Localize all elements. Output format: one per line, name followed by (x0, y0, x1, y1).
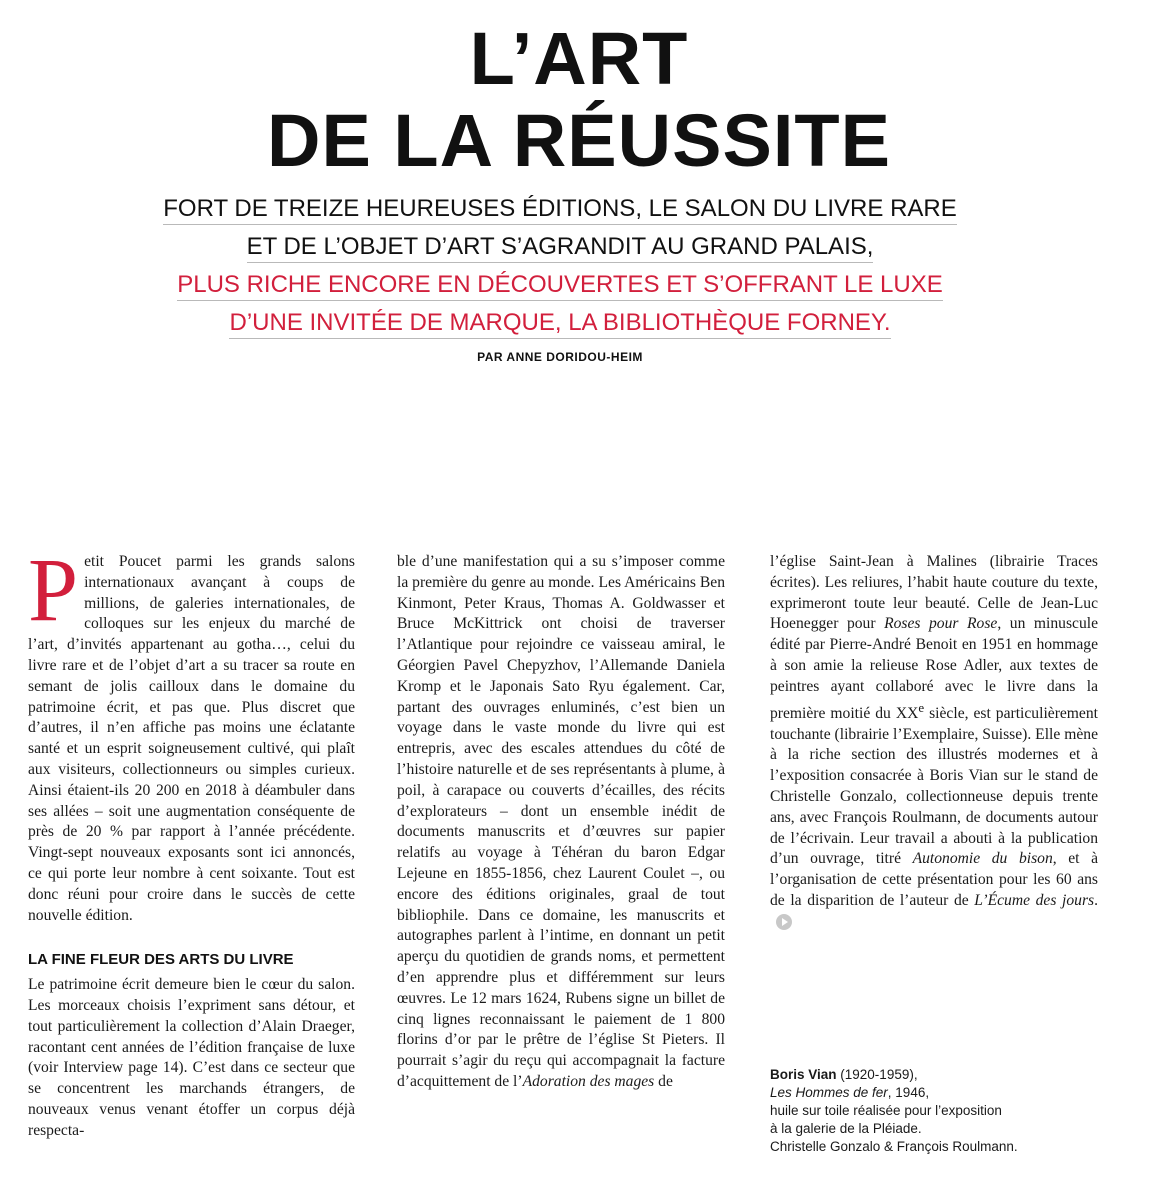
paragraph-3-italic: Adoration des mages (522, 1072, 655, 1090)
dropcap: P (28, 541, 79, 640)
paragraph-4-text-b: , un minuscule édité par Pierre-André Benoit en 1951 en hommage à son amie la relieuse Rose Adler, aux textes de peintres ayant collaboré avec le livre dans la première moitié du XX (770, 615, 1098, 722)
byline: PAR ANNE DORIDOU-HEIM (477, 350, 643, 364)
paragraph-4-italic-3: L’Écume des jours (974, 891, 1095, 909)
caption-name: Boris Vian (770, 1067, 837, 1082)
paragraph-3 (397, 552, 725, 1093)
article-column-3 (770, 552, 1098, 933)
subheading: LA FINE FLEUR DES ARTS DU LIVRE (28, 951, 294, 969)
deck-line-2: ET DE L’OBJET D’ART S’AGRANDIT AU GRAND PALAIS, (247, 233, 874, 263)
article-column-2 (397, 552, 725, 1093)
article-column-1 (28, 541, 355, 1142)
caption-line-3: huile sur toile réalisée pour l’exposition (770, 1103, 1002, 1118)
caption-work: Les Hommes de fer (770, 1085, 888, 1100)
deck-line-4: D’UNE INVITÉE DE MARQUE, LA BIBLIOTHÈQUE FORNEY. (229, 309, 890, 339)
end-mark-icon (776, 914, 792, 930)
paragraph-4 (770, 552, 1098, 933)
caption-year: , 1946, (887, 1085, 930, 1100)
caption-line-5: Christelle Gonzalo & François Roulmann. (770, 1139, 1018, 1154)
paragraph-4-text-c: siècle, est particulièrement touchante (librairie l’Exemplaire, Suisse). Elle mène à la riche section des illustrés modernes et à l’exposition consacrée à Boris Vian sur le stand de Christelle Gonzalo, collectionneuse depuis trente ans, avec François Roulmann, de documents autour de l’écrivain. Leur travail a abouti à la publication d’un ouvrage, titré (770, 704, 1098, 868)
paragraph-4-italic-1: Roses pour Rose (884, 615, 998, 633)
paragraph-3-text: ble d’une manifestation qui a su s’imposer comme la première du genre au monde. Les Américains Ben Kinmont, Peter Kraus, Thomas A. Goldwasser et Bruce McKittrick ont choisi de traverser l’Atlantique pour rejoindre ce vaisseau amiral, le Géorgien Pavel Chepyzhov, l’Allemande Daniela Kromp et le Japonais Sato Ryu également. Car, partant des ouvrages enluminés, c’est bien un voyage dans le vaste monde du livre qui est entrepris, avec des escales attendues du côté de l’histoire naturelle et de ses représentants à plume, à poil, à carapace ou couverts d’écailles, des récits d’explorateurs – dont un ensemble inédit de documents manuscrits et d’œuvres sur papier relatifs au voyage à Téhéran du baron Edgar Lejeune en 1855-1856, chez Laurent Coulet –, ou encore des éditions originales, graal de tout bibliophile. Dans ce domaine, les manuscrits et autographes parlent à l’intime, en donnant un petit aperçu du quotidien de grands noms, et permettent d’en apprendre plus et différemment sur leurs œuvres. Le 12 mars 1624, Rubens signe un billet de cinq lignes reconnaissant le paiement de 1 800 florins d’or par le prêtre de l’église St Pieters. Il pourrait s’agir du reçu qui accompagnait la facture d’acquittement de l’ (397, 553, 725, 1090)
headline-line-2: DE LA RÉUSSITE (267, 99, 891, 182)
paragraph-4-italic-2: Autonomie du bison (912, 850, 1053, 868)
paragraph-4-sup: e (918, 699, 925, 715)
paragraph-3-end: de (654, 1072, 673, 1090)
paragraph-intro (28, 541, 355, 926)
deck-line-3: PLUS RICHE ENCORE EN DÉCOUVERTES ET S’OFFRANT LE LUXE (177, 271, 943, 301)
paragraph-2: Le patrimoine écrit demeure bien le cœur du salon. Les morceaux choisis l’expriment sans détour, et tout particulièrement la collection d’Alain Draeger, racontant cent années de l’édition française de luxe (voir Interview page 14). C’est dans ce secteur que se concentrent les marchands étrangers, de nouveaux venus venant étoffer un corpus déjà respecta- (28, 976, 355, 1139)
image-caption (770, 1066, 1070, 1156)
paragraph-4-text-a: l’église Saint-Jean à Malines (librairie Traces écrites). Les reliures, l’habit haute couture du texte, exprimeront toute leur beauté. Celle de Jean-Luc Hoenegger pour (770, 553, 1098, 633)
deck-line-1: FORT DE TREIZE HEUREUSES ÉDITIONS, LE SALON DU LIVRE RARE (163, 195, 957, 225)
headline (0, 18, 1158, 182)
caption-dates: (1920-1959), (836, 1067, 918, 1082)
headline-line-1: L’ART (469, 17, 689, 100)
paragraph-4-text-d: , et à l’organisation de cette présentation pour les 60 ans de la disparition de l’auteur de (770, 850, 1099, 909)
paragraph-intro-text: etit Poucet parmi les grands salons internationaux avançant à coups de millions, de galeries internationales, de colloques sur les enjeux du marché de l’art, d’invités appartenant au gotha…, celui du livre rare et de l’objet d’art a su tracer sa route en semant de jolis cailloux dans le domaine du patrimoine écrit, et pas que. Plus discret que d’autres, il n’en affiche pas moins une éclatante santé et un esprit soigneusement cultivé, qui plaît aux visiteurs, collectionneurs ou simples curieux. Ainsi étaient-ils 20 200 en 2018 à déambuler dans ses allées – soit une augmentation conséquente de près de 20 % par rapport à l’année précédente. Vingt-sept nouveaux exposants sont ici annoncés, ce qui porte leur nombre à cent soixante. Tout est donc réuni pour croire dans le succès de cette nouvelle édition. (28, 553, 355, 924)
paragraph-4-text-e: . (1094, 891, 1098, 909)
caption-line-4: à la galerie de la Pléiade. (770, 1121, 922, 1136)
deck (0, 190, 1120, 342)
